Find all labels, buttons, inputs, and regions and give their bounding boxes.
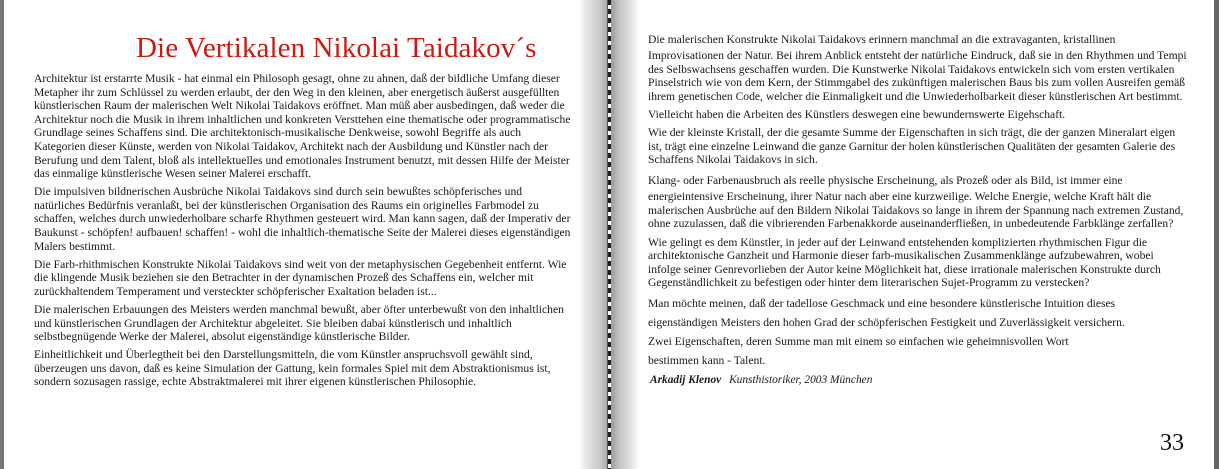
paragraph: Die malerischen Konstrukte Nikolai Taidakovs erinnern manchmal an die extravaganten, kristallinen bbox=[648, 33, 1116, 46]
signature bbox=[648, 374, 1188, 388]
paragraph: Einheitlichkeit und Überlegtheit bei den Darstellungsmitteln, die vom Künstler anspruchsvoll gewählt sind, überzeugen uns davon, daß es keine Simulation der Gattung, kein formales Spiel mit dem Abstraktionismus ist, sondern sozusagen rassige, echte Abstraktmalerei mit ihrer eigenen künstlerischen Philosophie. bbox=[34, 348, 551, 389]
page-gutter-left bbox=[578, 0, 607, 469]
paragraph: Die impulsiven bildnerischen Ausbrüche Nikolai Taidakovs sind durch sein bewußtes schöpferisches und natürliches Bedürfnis veranlaßt, bei der künstlerischen Organisation des Raums ein originelles Farbmodel zu schaffen, welches durch unwiederholbare scharfe Rhythmen gesteuert wird. Man kann sagen, daß der Imperativ der Baukunst - schöpfen! aufbauen! schaffen! - wohl die inhaltlich-thematische Seite der Malerei dieses eigenständigen Malers bestimmt. bbox=[34, 185, 571, 253]
paragraph: Klang- oder Farbenausbruch als reelle physische Erscheinung, als Prozeß oder als Bild, ist immer eine bbox=[648, 174, 1123, 188]
signature-role: Kunsthistoriker, 2003 München bbox=[729, 374, 873, 387]
left-text-column bbox=[34, 72, 574, 394]
paragraph: Wie der kleinste Kristall, der die gesamte Summe der Eigenschaften in sich trägt, die der ganzen Mineralart eigen ist, trägt eine einzelne Leinwand die ganze Garnitur der holen künstlerischen Qualitäten der gesamten Galerie des Schaffens Nikolai Taidakovs in sich. bbox=[648, 125, 1176, 167]
paragraph: Man möchte meinen, daß der tadellose Geschmack und eine besondere künstlerische Intuition dieses bbox=[648, 297, 1116, 311]
paragraph: bestimmen kann - Talent. bbox=[648, 354, 766, 368]
paragraph: Vielleicht haben die Arbeiten des Künstlers deswegen eine bewundernswerte Eigehschaft. bbox=[648, 107, 1066, 121]
page-number: 33 bbox=[1160, 430, 1184, 456]
paragraph: Die Farb-rhithmischen Konstrukte Nikolai Taidakovs sind weit von der metaphysischen Gegebenheit entfernt. Wie die klingende Musik beziehen sie den Betrachter in der dynamischen Prozeß des Schaffens ein, welcher mit zurückhaltendem Temperament und versteckter schöpferischer Exaltation beladen ist... bbox=[34, 257, 567, 298]
page-gutter-right bbox=[611, 0, 640, 469]
paragraph: Die malerischen Erbauungen des Meisters werden manchmal bewußt, aber öfter unterbewußt von den inhaltlichen und künstlerischen Grundlagen der Architektur abgeleitet. Sie bleiben dabai künstlerisch und inhaltlich selbstbegnügende Werke der Malerei, absolut eigenständige künstlerische Bilder. bbox=[34, 303, 564, 344]
paragraph: Wie gelingt es dem Künstler, in jeder auf der Leinwand entstehenden komplizierten rhythmischen Figur die architektonische Ganzheit und Harmonie dieser farb-musikalischen Zusammenklänge aufzubewahren, wobei infolge seiner Genrevorlieben der Autor keine Möglichkeit hat, diese irrationale malerischen Konstrukte durch Gegenständlichkeit zu befestigen oder hinter dem literarischen Sujet-Programm zu verstecken? bbox=[648, 235, 1161, 290]
paragraph: Architektur ist erstarrte Musik - hat einmal ein Philosoph gesagt, ohne zu ahnen, daß der bildliche Umfang dieser Metapher ihr zum Schlüssel zu werden erlaubt, der den Weg in den kleinen, aber energetisch äußerst ausgefüllten künstlerischen Raum der malerischen Welt Nikolai Taidakovs eröffnet. Man müß aber ausbedingen, daß weder die Architektur noch die Musik in ihrem inhaltlichen und konkreten Versttehen eine thematische oder programmatische Grundlage seines Schaffens sind. Die architektonisch-musikalische Denkweise, sowohl Begriffe als auch Kategorien dieser Künste, werden von Nikolai Taidakov, Architekt nach der Ausbildung und Künstler nach der Berufung und dem Talent, bloß als intellektuelles und emotionales Instrument benutzt, mit dessen Hilfe der Meister das einmalige künstlerische Wesen seiner Malerei erschafft. bbox=[34, 72, 571, 181]
left-page bbox=[0, 0, 582, 469]
signature-author: Arkadij Klenov bbox=[650, 374, 722, 387]
paragraph: Improvisationen der Natur. Bei ihrem Anblick entsteht der natürliche Eindruck, daß sie in den Rhythmen und Tempi des Selbswachsens geschaffen wurden. Die Kunstwerke Nikolai Taidakovs entwickeln sich vom ersten vertikalen Pinselstrich wie von dem Kern, der Stimmgabel des zukünftigen malerischen Baus bis zum vollen Ausreifen gemäß ihrem genetischen Code, welcher die Einmaligkeit und die Unwiederholbarkeit dieser künstlerischen Art bestimmt. bbox=[648, 49, 1187, 103]
paragraph: energieintensive Erscheinung, ihrer Natur nach aber eine kurzweilige. Welche Energie, welche Kraft hält die malerischen Ausbrüche auf den Bildern Nikolai Taidakovs so lange in ihrem der Spannung nach extremen Zustand, ohne zuzulassen, daß die vibrierenden Farbenakkorde auseinanderfließen, in unbedeutende Farbklänge zerfallen? bbox=[648, 190, 1184, 231]
right-text-column bbox=[648, 30, 1188, 388]
paragraph: Zwei Eigenschaften, deren Summe man mit einem so einfachen wie geheimnisvollen Wort bbox=[648, 335, 1069, 349]
right-page bbox=[640, 0, 1219, 469]
article-title: Die Vertikalen Nikolai Taidakov´s bbox=[136, 32, 537, 64]
paragraph: eigenständigen Meisters den hohen Grad der schöpferischen Festigkeit und Zuverlässigkeit versichern. bbox=[648, 316, 1125, 330]
